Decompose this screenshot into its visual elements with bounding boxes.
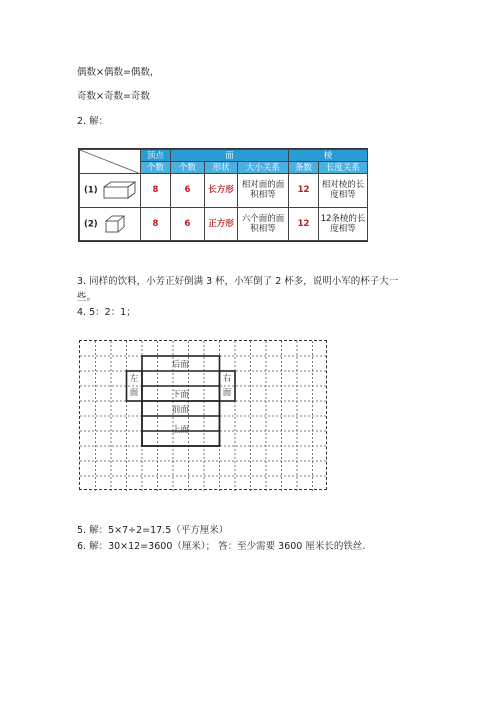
solid-properties-table	[78, 148, 368, 242]
face-back: 后面	[171, 360, 189, 370]
face-top: 上面	[171, 425, 189, 435]
text-line-7: 6. 解：30×12=3600（厘米）； 答：至少需要 3600 厘米长的铁丝.	[77, 541, 366, 552]
header-face-size: 大小关系	[238, 162, 289, 174]
text-line-5: 4. 5：2：1；	[77, 307, 136, 318]
text-line-2: 奇数×奇数=奇数	[77, 91, 150, 102]
cell-edges: 12	[289, 207, 319, 241]
cube-net-grid	[79, 340, 327, 490]
text-line-6: 5. 解：5×7÷2=17.5（平方厘米）	[77, 525, 229, 536]
cell-size: 相对面的面积相等	[238, 174, 289, 208]
table-row-label: (1)	[80, 174, 141, 208]
header-face-count: 个数	[171, 162, 205, 174]
cell-shape: 正方形	[205, 207, 238, 241]
cell-length: 相对棱的长度相等	[319, 174, 368, 208]
text-line-4: 3. 同样的饮料，小芳正好倒满 3 杯，小军倒了 2 杯多，说明小军的杯子大一些。	[77, 276, 399, 303]
cell-shape: 长方形	[205, 174, 238, 208]
diagonal-header-cell	[80, 150, 141, 174]
table-row-label: (2)	[80, 207, 141, 241]
face-bottom: 下面	[171, 390, 189, 400]
face-front: 前面	[171, 405, 189, 415]
face-left: 左面	[129, 374, 139, 398]
header-edge-count: 条数	[289, 162, 319, 174]
cuboid-icon	[103, 181, 137, 199]
header-edge: 棱	[289, 150, 368, 162]
header-vertex: 顶点	[141, 150, 171, 162]
cell-edges: 12	[289, 174, 319, 208]
cell-length: 12条棱的长度相等	[319, 207, 368, 241]
text-line-3: 2. 解：	[77, 116, 109, 127]
cube-icon	[105, 215, 129, 233]
header-edge-length: 长度关系	[319, 162, 368, 174]
cell-size: 六个面的面积相等	[238, 207, 289, 241]
cell-vertices: 8	[141, 207, 171, 241]
header-vertex-count: 个数	[141, 162, 171, 174]
header-face: 面	[171, 150, 289, 162]
cell-faces: 6	[171, 207, 205, 241]
header-face-shape: 形状	[205, 162, 238, 174]
cell-faces: 6	[171, 174, 205, 208]
text-line-1: 偶数×偶数=偶数，	[77, 67, 160, 78]
face-right: 右面	[222, 374, 232, 398]
cell-vertices: 8	[141, 174, 171, 208]
